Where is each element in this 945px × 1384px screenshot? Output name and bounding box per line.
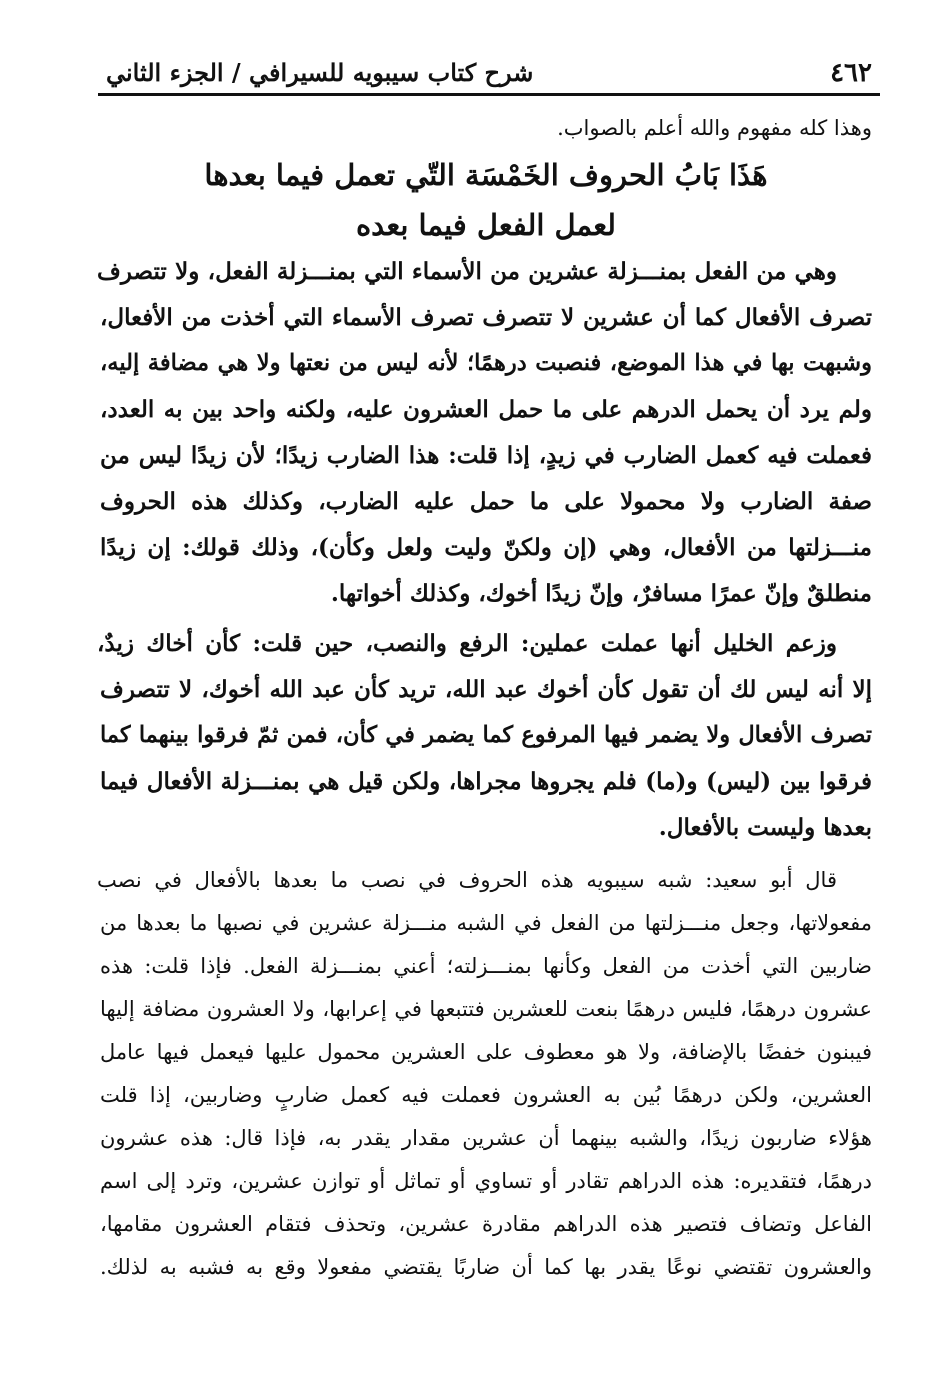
commentary-line: ضاربين التي أخذت من الفعل وكأنها بمنـــزلته؛ أعني بمنـــزلة الفعل. فإذا قلت: هذه bbox=[100, 954, 872, 978]
commentary-line: قال أبو سعيد: شبه سيبويه هذه الحروف في نصب ما بعدها بالأفعال في نصب bbox=[97, 868, 837, 892]
intro-line: وهذا كله مفهوم والله أعلم بالصواب. bbox=[557, 116, 872, 140]
text-line: فعملت فيه كعمل الضارب في زيدٍ، إذا قلت: هذا الضارب زيدًا؛ لأن زيدًا ليس من bbox=[100, 442, 872, 469]
commentary-line: فيبنون خفضًا بالإضافة، ولا هو معطوف على العشرين محمول عليها فيعمل فيها عامل bbox=[100, 1040, 872, 1064]
chapter-heading-line-1: هَذَا بَابُ الحروف الخَمْسَة التّي تعمل فيما بعدها bbox=[204, 158, 768, 192]
header-rule bbox=[98, 93, 880, 96]
commentary-line: هؤلاء ضاربون زيدًا، والشبه بينهما أن عشرين مقدار يقدر به، فإذا قال: هذه عشرون bbox=[100, 1126, 872, 1150]
text-line: بعدها وليست بالأفعال. bbox=[658, 814, 872, 841]
commentary-line: عشرون درهمًا، فليس درهمًا بنعت للعشرين فتتبعها في إعرابها، ولا العشرون مضافة إليها bbox=[100, 997, 872, 1021]
commentary-line: مفعولاتها، وجعل منـــزلتها من الفعل في الشبه منـــزلة عشرين في نصبها ما بعدها من bbox=[100, 911, 872, 935]
chapter-heading-line-2: لعمل الفعل فيما بعده bbox=[355, 208, 617, 242]
page-number: ٤٦٢ bbox=[830, 58, 872, 88]
text-line: فرقوا بين (ليس) و(ما) فلم يجروها مجراها، ولكن قيل هي بمنـــزلة الأفعال فيما bbox=[100, 768, 872, 795]
text-line: وهي من الفعل بمنـــزلة عشرين من الأسماء التي بمنـــزلة الفعل، ولا تتصرف bbox=[97, 258, 837, 285]
commentary-line: والعشرون تقتضي نوعًا يقدر بها كما أن ضاربًا يقتضي مفعولا وقع به فشبه به لذلك. bbox=[100, 1255, 872, 1279]
text-line: وشبهت بها في هذا الموضع، فنصبت درهمًا؛ لأنه ليس من نعتها ولا هي مضافة إليه، bbox=[100, 350, 872, 376]
commentary-line: الفاعل وتضاف فتصير هذه الدراهم مقادرة عشرين، وتحذف فتقام العشرون مقامها، bbox=[100, 1212, 872, 1236]
text-line: تصرف الأفعال ولا يضمر فيها المرفوع كما يضمر في كأن، فمن ثمّ فرقوا بينهما كما bbox=[100, 722, 872, 748]
text-line: منطلقٌ وإنّ عمرًا مسافرٌ، وإنّ زيدًا أخوك، وكذلك أخواتها. bbox=[330, 580, 872, 607]
text-line: ولم يرد أن يحمل الدرهم على ما حمل العشرون عليه، ولكنه واحد بين به العدد، bbox=[100, 396, 872, 423]
text-line: إلا أنه ليس لك أن تقول كأن أخوك عبد الله، تريد كأن عبد الله أخوك، لا تتصرف bbox=[100, 676, 872, 703]
text-line: وزعم الخليل أنها عملت عملين: الرفع والنصب، حين قلت: كأن أخاك زيدٌ، bbox=[97, 630, 837, 657]
text-line: صفة الضارب ولا محمولا على ما حمل عليه الضارب، وكذلك هذه الحروف bbox=[100, 488, 872, 515]
commentary-line: درهمًا، فتقديره: هذه الدراهم تقادر أو تساوي أو تماثل أو توازن عشرين، وترد إلى اسم bbox=[100, 1169, 872, 1193]
commentary-line: العشرين، ولكن درهمًا بُين به العشرون فعملت فيه كعمل ضاربٍ وضاربين، إذا قلت bbox=[100, 1083, 872, 1107]
text-line: منـــزلتها من الأفعال، وهي (إن ولكنّ وليت ولعل وكأن)، وذلك قولك: إن زيدًا bbox=[100, 534, 872, 561]
page-header bbox=[98, 52, 880, 96]
running-title: شرح كتاب سيبويه للسيرافي / الجزء الثاني bbox=[106, 58, 534, 87]
text-line: تصرف الأفعال كما أن عشرين لا تتصرف تصرف الأسماء التي أخذت من الأفعال، bbox=[100, 304, 872, 331]
